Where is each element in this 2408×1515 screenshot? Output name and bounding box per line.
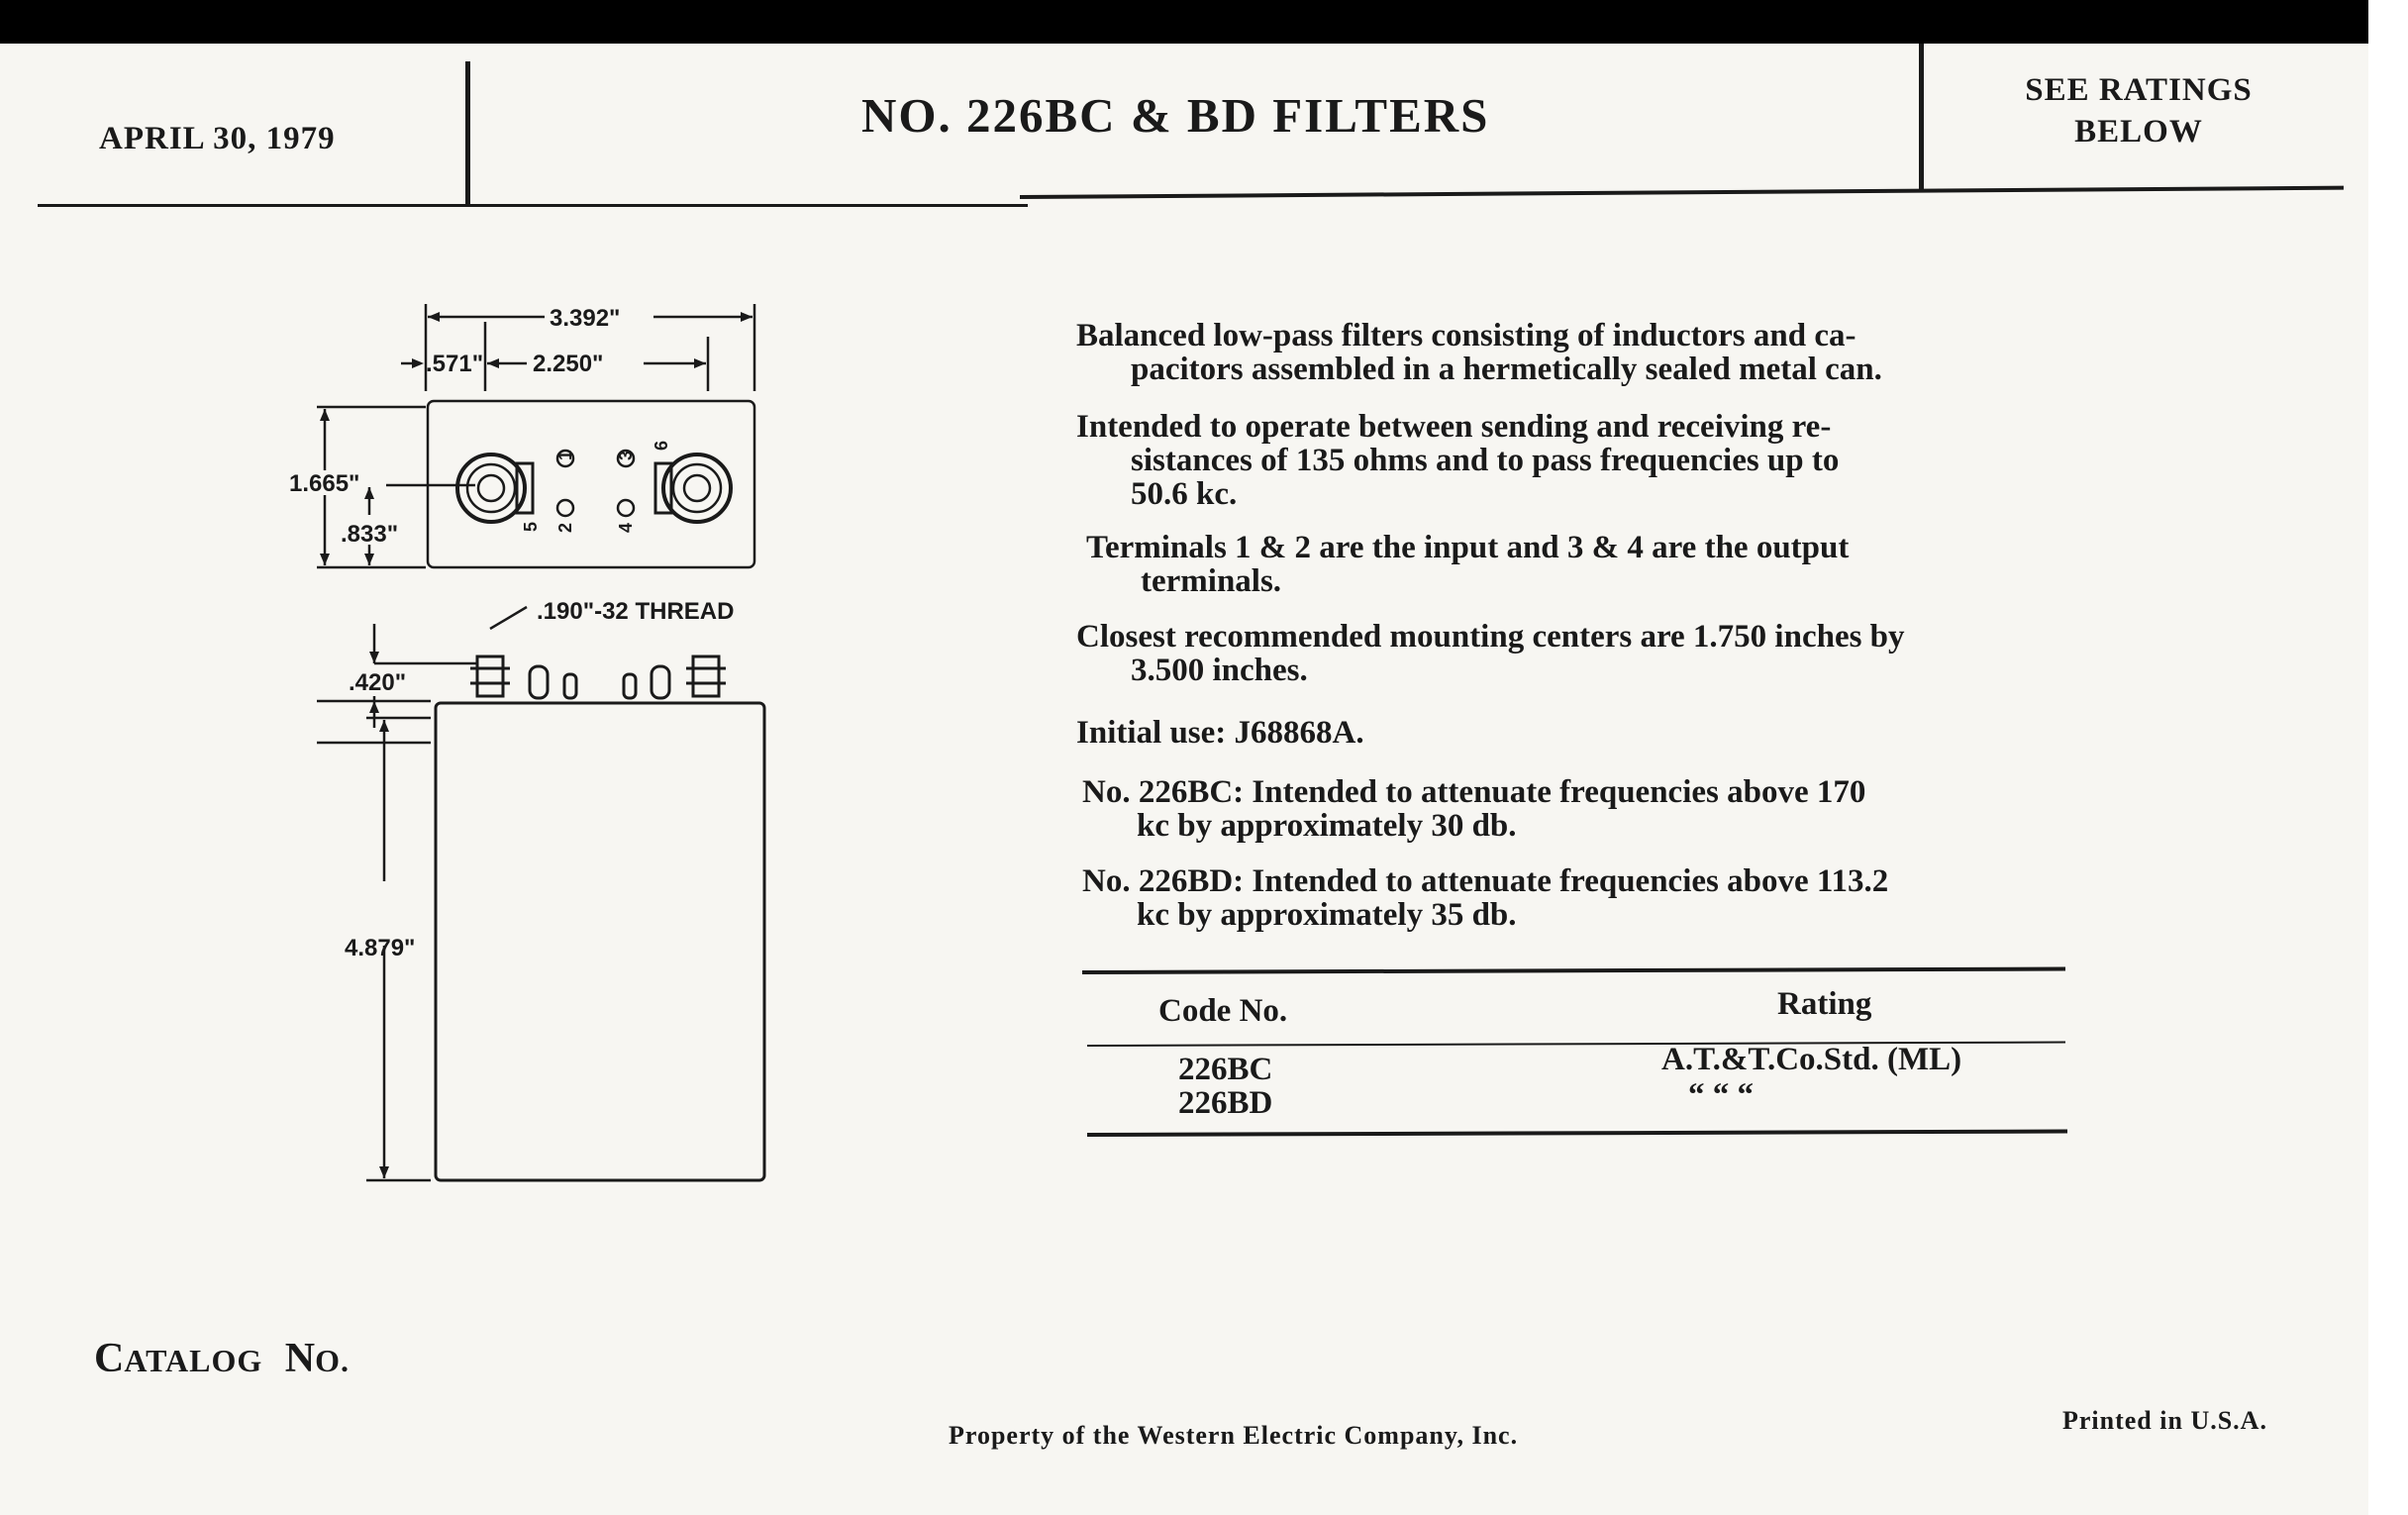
para-4-line-2: 3.500 inches. (1131, 653, 1308, 688)
para-2-line-3: 50.6 kc. (1131, 476, 1238, 512)
terminal-label-3: 3 (616, 450, 636, 460)
thread-label: .190"-32 THREAD (537, 598, 735, 625)
para-226bd-line-2: kc by approximately 35 db. (1137, 897, 1517, 933)
terminal-label-4: 4 (616, 522, 636, 533)
table-header-rating: Rating (1777, 986, 1872, 1022)
description-para-3 (1086, 531, 2074, 598)
para-1-line-1: Balanced low-pass filters consisting of inductors and ca- (1076, 318, 1856, 354)
para-3-line-1: Terminals 1 & 2 are the input and 3 & 4 are the output (1086, 530, 1850, 565)
catalog-word-rest: ATALOG (124, 1343, 263, 1378)
terminal-label-1: 1 (555, 450, 575, 460)
para-226bd-line-1: No. 226BD: Intended to attenuate frequencies above 113.2 (1082, 863, 1889, 899)
dim-overall-width: 3.392" (550, 305, 621, 332)
para-3-line-2: terminals. (1141, 563, 1282, 599)
printed-notice: Printed in U.S.A. (2062, 1406, 2267, 1435)
description-para-2 (1076, 410, 2064, 511)
para-4-line-1: Closest recommended mounting centers are 1.750 inches by (1076, 619, 1905, 655)
para-226bc-line-2: kc by approximately 30 db. (1137, 808, 1517, 844)
para-2-line-2: sistances of 135 ohms and to pass frequencies up to (1131, 443, 1840, 478)
para-1-line-2: pacitors assembled in a hermetically sealed metal can. (1131, 352, 1882, 387)
filter-drawing (267, 292, 822, 1233)
ratings-note-line2: BELOW (2074, 114, 2203, 150)
initial-use (1076, 716, 2064, 750)
page-title: NO. 226BC & BD FILTERS (861, 88, 1490, 143)
header-rule-left (38, 204, 1028, 207)
description-para-226bd (1082, 864, 2070, 932)
property-notice: Property of the Western Electric Company, Inc. (949, 1421, 1519, 1450)
terminal-label-5: 5 (521, 521, 541, 532)
page-edge (2368, 0, 2408, 1515)
description-para-226bc (1082, 775, 2070, 843)
table-row-2-rating: “ “ “ (1688, 1077, 1754, 1113)
issue-date: APRIL 30, 1979 (99, 121, 336, 156)
description-para-1 (1076, 319, 2064, 386)
dim-left-offset: .571" (426, 351, 484, 377)
table-row-1-code: 226BC (1178, 1052, 1273, 1087)
terminal-label-2: 2 (555, 522, 575, 533)
dim-top-height: 1.665" (289, 470, 360, 497)
terminal-label-6: 6 (652, 440, 671, 451)
table-row-2-code: 226BD (1178, 1085, 1273, 1121)
catalog-letter-n: N (284, 1336, 316, 1381)
table-header-code: Code No. (1158, 993, 1288, 1029)
catalog-no-rest: O. (315, 1343, 351, 1378)
dim-half-height: .833" (341, 521, 399, 548)
catalog-label (94, 1335, 350, 1382)
dim-can-height: 4.879" (345, 935, 416, 961)
para-226bc-line-1: No. 226BC: Intended to attenuate frequencies above 170 (1082, 774, 1866, 810)
header-divider-left (465, 61, 470, 205)
catalog-letter-c: C (94, 1336, 125, 1381)
header-divider-right (1919, 44, 1924, 190)
table-row-1-rating: A.T.&T.Co.Std. (ML) (1661, 1042, 1962, 1077)
ratings-note-line1: SEE RATINGS (2025, 72, 2253, 108)
dim-terminal-height: .420" (349, 669, 407, 696)
initial-use-text: Initial use: J68868A. (1076, 715, 1364, 751)
description-para-4 (1076, 620, 2064, 687)
dim-center-span: 2.250" (533, 351, 604, 377)
para-2-line-1: Intended to operate between sending and receiving re- (1076, 409, 1832, 445)
